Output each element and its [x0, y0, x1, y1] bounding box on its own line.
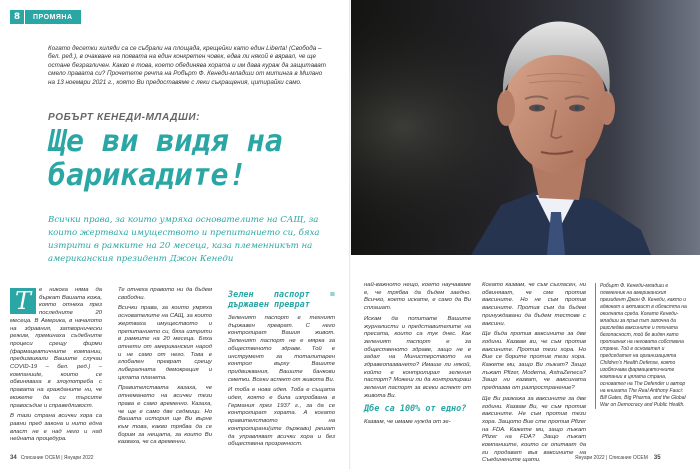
paragraph: Ще Ви разкажа за ваксините за две години. Казвам Ви, че съм против ваксините. Не съм против тези хора. Защото Вие сте против Pfizer на FDA. Кажете ми, защо лъжат Pfizer на FDA? Защо лъжат компаниите, които се опитват да ги продават във ваксините на Съединените щати.: [482, 395, 586, 464]
section-label: ПРОМЯНА: [25, 10, 81, 24]
body-column-4: [364, 282, 471, 430]
article-headline: Ще ви видя на барикадите!: [48, 124, 283, 193]
section-number-badge: 8: [10, 10, 24, 24]
paragraph: Те отнеха правото ни да бъдем свободни.: [118, 287, 212, 301]
paragraph: Ще бъда против ваксините за две години. Казвам ви, че съм против ваксините. Против тези хора. Но Вие се борите против тези хора. Кажете ми, защо Ви лъжат? Защо лъжат Pfizer, Moderna, AstraZeneca? Защо ни казват, че ваксината предпазва от разпространение?: [482, 331, 586, 392]
paragraph: Казвам, че имаме нужда от зе-: [364, 419, 451, 426]
portrait-photo: [351, 0, 700, 255]
article-deck: Всички права, за които умряха основателите на САЩ, за които жертваха имуществото и препитанието си, бяха изтрити в рамките на 20 месеца, каза племенникът на американския президент Джон Кенеди: [48, 215, 320, 264]
portrait-illustration: [351, 0, 700, 255]
page-number: 34: [10, 455, 17, 461]
paragraph: Зеленият паспорт е техният държавен прeврат. С него контролират Вашия живот. Зеленият паспорт не е мярка за общественото здраве. Той е инструмент за тоталитарен контрол върху Вашите придвижвания, Вашите банкови сметки. Всеки аспект от живота Ви.: [228, 315, 335, 383]
paragraph: Всички права, за които умряха основателите на САЩ, за които жертваха имуществото и препитанието си, бяха изтрити в рамките на 20 месеца. Бяха отнети от американския народ и не само от него. Това е глобален прeвpат срещу либералната демокрация и цялата планета.: [118, 305, 212, 381]
section-tag: [10, 10, 81, 24]
body-column-3: [228, 287, 335, 452]
paragraph: И тоба е нова идея. Тоба е същата идея, която е била изпробвана в Германия през 1937 г., за да се контролират хората. А когато правителството на контролирани(ите държави) решат да управляват всички хора и без обществена прозрачност.: [228, 387, 335, 448]
paragraph-text: е никога няма да бъркат Вашата кожа, която отнеха през последните 20 месеца. В Америка, в началото на здравния, затворнически режим, преминаха съдебните процеси срещу фирми (фармацевтичните компании, предизвикали Вашите случаи COVID-19 – бел. ред.) – компанииte, които се обвиняваха в злоупотреба с правата на гражданите ни, че можете да си търсите правосъдие и справедливост.: [10, 287, 102, 409]
paragraph: В тази страна всички хора са равни пред закона и нито една власт не е над него и над нейната процедура.: [10, 413, 102, 443]
body-column-2: [118, 287, 212, 450]
footer-text: Януари 2022 | Списание ОСЕМ: [575, 455, 648, 461]
paragraph: Правителствата казаха, че отнемането на всички тези права е само временно. Казаха, че ще е само две седмици. Но Вашата история ще Ви върне към това, какво трябва да се борим за нещата, за които Ви казваха, че са временни.: [118, 385, 212, 446]
footer-left: [10, 455, 94, 461]
footer-right: [575, 455, 661, 461]
paragraph: Искам да попитате Вашите журналисти и представителите на пресата, които са тук днес. Как зеленият паспорт е за общественото здраве, защо не е задал на Министерството на здравеопазването? Имаше ли някой, който е контролирал зeления паспорт? Можеш ли да контролираш зеления паспорт за всеки аспект от живота Ви.: [364, 315, 471, 399]
intro-text: Когато десетки хиляди са се събрали на площада, крещейки като един Liberta! (Свобода – бел. ред.), в очакване на появата на един конкретен човек, едва ли някой е вярвал, че ще остане безразличен. Какво е това, което обединява хората и им дава кураж да защитават смело правата си? Прочетете речта на Робърт Ф. Кенеди-младши от митинга в Милано на 13 ноември 2021 г., която Ви предоставяме с леки съкращения, цитирайки само.: [48, 45, 327, 86]
footer-text: Списание ОСЕМ | Януари 2022: [20, 455, 94, 461]
subheading: Зелен паспорт = държавен прeврат: [228, 290, 335, 310]
paragraph: Когато казвам, че съм съгласен, ни обвиняват, че сме против ваксините. Но не съм против ваксините. Против съм да бъдем принуждавани да бъдем тестове с ваксини.: [482, 282, 586, 327]
author-bio-sidebar: Робърт Ф. Кенеди-младши е племенник на американския президент Джон Ф. Кенеди, както и адвокат и активист в областта на околната среда. Когато Кенеди-младши за пръв път започна да разследва ваксините и тяхната безопасност, той бе видян като противник на неговата собствена страна. Той е основател и председател на организацията Children's Health Defense, която изобличава фармацевтичните компании в цялата страна, основател на The Defender и автор на книгата The Real Anthony Fauci: Bill Gates, Big Pharma, and the Global War on Democracy and Public Health.: [595, 283, 689, 409]
body-column-5: [482, 282, 586, 468]
paragraph: най-важното нещо, което научаваме е, че трябва да бъдем заедно. Всичко, което искате, е само да Ви сплашат.: [364, 282, 471, 312]
page-number: 35: [653, 455, 661, 461]
subheading: Дбе са 100% от едно?: [364, 403, 467, 414]
article-kicker: РОБЪРТ КЕНЕДИ-МЛАДШИ:: [48, 112, 201, 123]
body-column-1: [10, 287, 102, 447]
first-paragraph: [10, 287, 102, 410]
drop-cap: Т: [10, 288, 36, 314]
